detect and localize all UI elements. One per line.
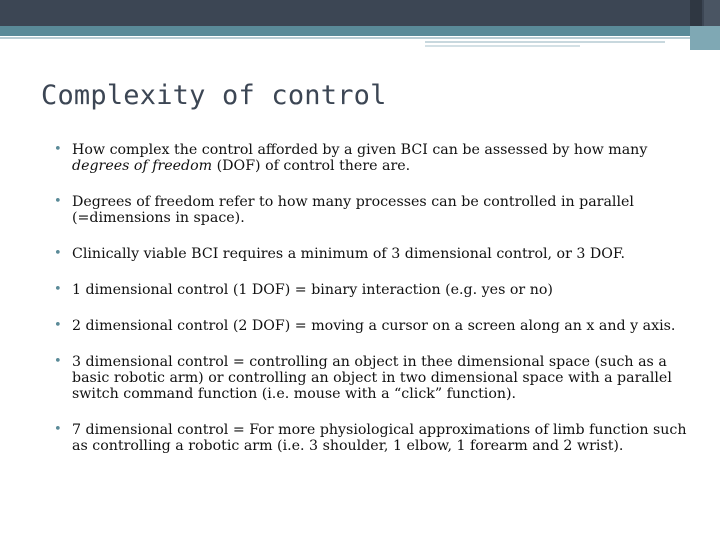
bullet-list — [54, 142, 704, 474]
bullet-item — [54, 194, 704, 226]
bullet-text: Clinically viable BCI requires a minimum of 3 dimensional control, or 3 DOF. — [72, 246, 626, 262]
bullet-text-italic: degrees of freedom — [72, 158, 213, 174]
bullet-text: 7 dimensional control = For more physiological approximations of limb function such as controlling a robotic arm (i.e. 3 shoulder, 1 elbow, 1 forearm and 2 wrist). — [72, 422, 687, 454]
bullet-text: (DOF) of control there are. — [212, 158, 411, 174]
header-block-dark — [690, 0, 702, 26]
divider-line-short — [425, 41, 665, 43]
bullet-item — [54, 354, 704, 402]
bullet-text: 3 dimensional control = controlling an object in thee dimensional space (such as a basic robotic arm) or controlling an object in two dimensional space with a parallel switch command function (i.e. mouse with a “click” function). — [72, 354, 672, 402]
bullet-text: Degrees of freedom refer to how many processes can be controlled in parallel (=dimensions in space). — [72, 194, 634, 226]
bullet-text: 1 dimensional control (1 DOF) = binary interaction (e.g. yes or no) — [72, 282, 553, 298]
slide-title: Complexity of control — [41, 80, 387, 111]
bullet-icon: • — [54, 318, 62, 333]
header-band — [0, 0, 720, 26]
bullet-icon: • — [54, 194, 62, 209]
bullet-icon: • — [54, 282, 62, 297]
bullet-icon: • — [54, 246, 62, 261]
accent-bar — [0, 26, 720, 36]
header-block-light — [704, 0, 720, 26]
bullet-item — [54, 422, 704, 454]
bullet-text: How complex the control afforded by a given BCI can be assessed by how many — [72, 142, 648, 158]
bullet-icon: • — [54, 422, 62, 437]
bullet-icon: • — [54, 354, 62, 369]
bullet-item — [54, 318, 704, 334]
bullet-text: 2 dimensional control (2 DOF) = moving a cursor on a screen along an x and y axis. — [72, 318, 676, 334]
bullet-item — [54, 142, 704, 174]
bullet-item — [54, 246, 704, 262]
divider-line — [0, 37, 690, 39]
bullet-item — [54, 282, 704, 298]
divider-line-shorter — [425, 45, 580, 47]
bullet-icon: • — [54, 142, 62, 157]
accent-cap — [690, 26, 720, 50]
